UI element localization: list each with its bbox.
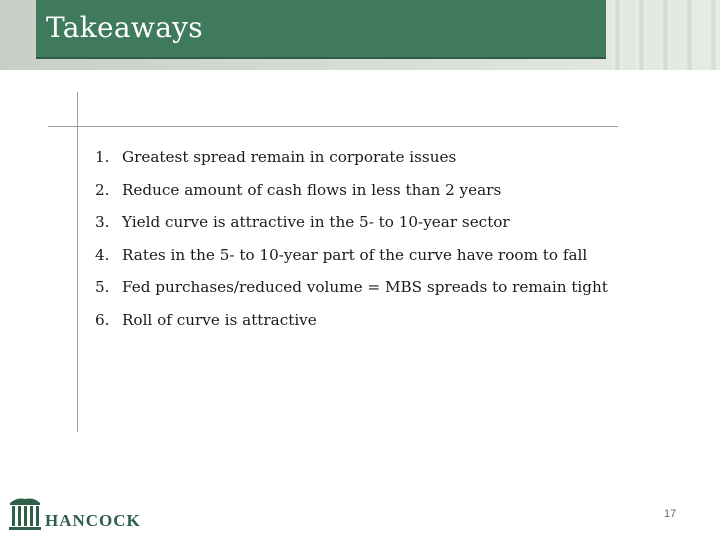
list-item-number: 3. <box>95 213 110 232</box>
page-title: Takeaways <box>46 11 203 44</box>
list-item-text: Rates in the 5- to 10-year part of the curve have room to fall <box>122 245 588 264</box>
list-item <box>95 275 655 308</box>
list-item <box>95 145 655 178</box>
list-item-number: 6. <box>95 310 110 329</box>
list-item-text: Greatest spread remain in corporate issues <box>122 148 457 166</box>
list-item <box>95 178 655 211</box>
banner-column <box>636 0 646 70</box>
horizontal-rule <box>48 126 618 127</box>
list-item <box>95 210 655 243</box>
list-item-text: Fed purchases/reduced volume = MBS spreads to remain tight <box>122 278 608 297</box>
banner-column <box>708 0 718 70</box>
logo-wordmark: HANCOCK <box>45 511 141 530</box>
vertical-rule <box>77 92 78 432</box>
takeaways-list <box>95 145 655 341</box>
list-item-text: Roll of curve is attractive <box>122 310 317 329</box>
list-item-number: 5. <box>95 278 110 297</box>
banner-column <box>684 0 694 70</box>
list-item-number: 4. <box>95 245 110 264</box>
list-item-number: 1. <box>95 148 110 166</box>
list-item <box>95 308 655 341</box>
list-item-text: Yield curve is attractive in the 5- to 10-year sector <box>122 213 510 232</box>
banner-column <box>612 0 622 70</box>
title-box <box>36 0 606 59</box>
list-item-number: 2. <box>95 180 110 199</box>
page-number: 17 <box>664 508 677 520</box>
list-item-text: Reduce amount of cash flows in less than 2 years <box>122 180 502 199</box>
column-building-icon <box>8 496 42 532</box>
banner-column <box>660 0 670 70</box>
list-item <box>95 243 655 276</box>
